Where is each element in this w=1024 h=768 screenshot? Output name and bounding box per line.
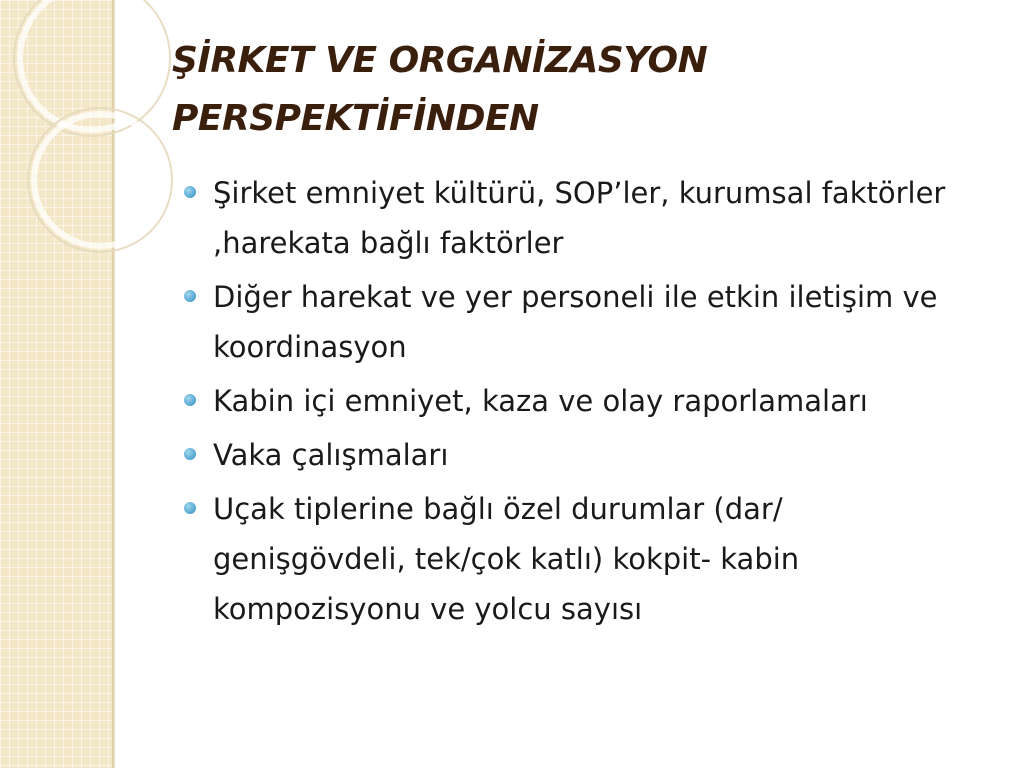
bullet-dot-icon xyxy=(184,502,196,514)
bullet-text: Diğer harekat ve yer personeli ile etkin iletişim ve koordinasyon xyxy=(213,280,938,364)
bullet-item xyxy=(180,376,980,426)
decorative-rings xyxy=(0,0,180,260)
bullet-text: Şirket emniyet kültürü, SOP’ler, kurumsal faktörler ,harekata bağlı faktörler xyxy=(213,176,946,260)
slide-title xyxy=(172,32,992,148)
bullet-dot-icon xyxy=(184,186,196,198)
decorative-ring-top xyxy=(20,0,164,130)
bullet-item xyxy=(180,484,980,634)
bullet-text: Uçak tiplerine bağlı özel durumlar (dar/ genişgövdeli, tek/çok katlı) kokpit- kabin kompozisyonu ve yolcu sayısı xyxy=(213,492,800,626)
decorative-ring-bottom xyxy=(34,114,166,246)
bullet-text: Vaka çalışmaları xyxy=(213,438,449,472)
slide-title-line-2: PERSPEKTİFİNDEN xyxy=(172,98,539,139)
bullet-dot-icon xyxy=(184,394,196,406)
bullet-dot-icon xyxy=(184,290,196,302)
bullet-dot-icon xyxy=(184,448,196,460)
bullet-item xyxy=(180,272,980,372)
bullet-list xyxy=(180,168,980,638)
bullet-item xyxy=(180,168,980,268)
bullet-item xyxy=(180,430,980,480)
bullet-text: Kabin içi emniyet, kaza ve olay raporlamaları xyxy=(213,384,868,418)
slide-title-line-1: ŞİRKET VE ORGANİZASYON xyxy=(172,40,708,81)
